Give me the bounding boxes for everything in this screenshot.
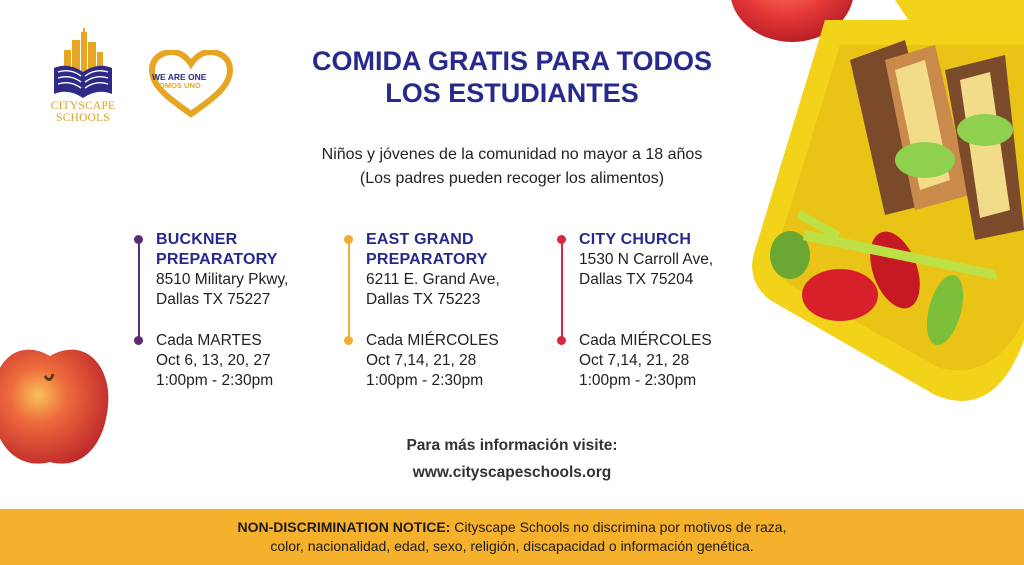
location-address (366, 270, 566, 310)
apple-image (0, 336, 110, 472)
timeline-dot (344, 235, 353, 244)
page-title (258, 45, 766, 109)
book-skyline-icon (50, 28, 116, 100)
schedule-day: Cada MIÉRCOLES (366, 332, 499, 349)
location-schedule (156, 331, 273, 391)
more-info-label: Para más información visite: (406, 437, 618, 454)
address-line1: 8510 Military Pkwy, (156, 271, 289, 288)
non-discrimination-notice (0, 509, 1024, 565)
logo-wordmark-line2: SCHOOLS (56, 112, 110, 124)
address-line2: Dallas TX 75204 (579, 271, 694, 288)
schedule-time: 1:00pm - 2:30pm (579, 372, 697, 389)
location-schedule (579, 331, 712, 391)
timeline-dot (134, 336, 143, 345)
location-name-line1: EAST GRAND (366, 231, 474, 248)
location-name (156, 230, 356, 270)
schedule-dates: Oct 7,14, 21, 28 (579, 352, 690, 369)
notice-label: NON-DISCRIMINATION NOTICE: (237, 519, 451, 535)
title-line1: COMIDA GRATIS PARA TODOS (311, 46, 712, 76)
timeline-dot (557, 235, 566, 244)
timeline-line (561, 239, 563, 339)
location-name-line2: PREPARATORY (366, 251, 488, 268)
address-line2: Dallas TX 75227 (156, 291, 271, 308)
logo-we-are-one-text: WE ARE ONE (152, 72, 207, 82)
location-name (366, 230, 566, 270)
schedule-dates: Oct 7,14, 21, 28 (366, 352, 477, 369)
lunchbox-image (745, 0, 1024, 420)
location-name-line2: PREPARATORY (156, 251, 278, 268)
timeline-dot (557, 336, 566, 345)
logo-somos-uno-text: SOMOS UNO (154, 81, 201, 90)
notice-text-line2: color, nacionalidad, edad, sexo, religión, discapacidad o información genética. (270, 538, 754, 554)
timeline-dot (344, 336, 353, 345)
we-are-one-logo (148, 50, 234, 120)
schedule-dates: Oct 6, 13, 20, 27 (156, 352, 271, 369)
more-info (300, 432, 724, 486)
subtitle-line2: (Los padres pueden recoger los alimentos) (359, 170, 665, 187)
address-line2: Dallas TX 75223 (366, 291, 481, 308)
address-line1: 6211 E. Grand Ave, (366, 271, 500, 288)
location-name-line1: BUCKNER (156, 231, 238, 248)
eligibility-text (258, 143, 766, 191)
location-east-grand (366, 230, 566, 389)
location-name-line1: CITY CHURCH (579, 231, 692, 248)
cityscape-schools-logo (50, 28, 116, 128)
schedule-day: Cada MARTES (156, 332, 262, 349)
location-address (156, 270, 356, 310)
logo-wordmark-line1: CITYSCAPE (50, 100, 116, 112)
timeline-line (348, 239, 350, 339)
location-buckner (156, 230, 356, 389)
address-line1: 1530 N Carroll Ave, (579, 251, 714, 268)
location-schedule (366, 331, 499, 391)
schedule-time: 1:00pm - 2:30pm (156, 372, 274, 389)
title-line2: LOS ESTUDIANTES (385, 78, 639, 108)
subtitle-line1: Niños y jóvenes de la comunidad no mayor a 18 años (321, 146, 703, 163)
schedule-day: Cada MIÉRCOLES (579, 332, 712, 349)
timeline-line (138, 239, 140, 339)
website-link[interactable]: www.cityscapeschools.org (412, 464, 612, 481)
notice-text-line1: Cityscape Schools no discrimina por motivos de raza, (450, 519, 787, 535)
schedule-time: 1:00pm - 2:30pm (366, 372, 484, 389)
timeline-dot (134, 235, 143, 244)
